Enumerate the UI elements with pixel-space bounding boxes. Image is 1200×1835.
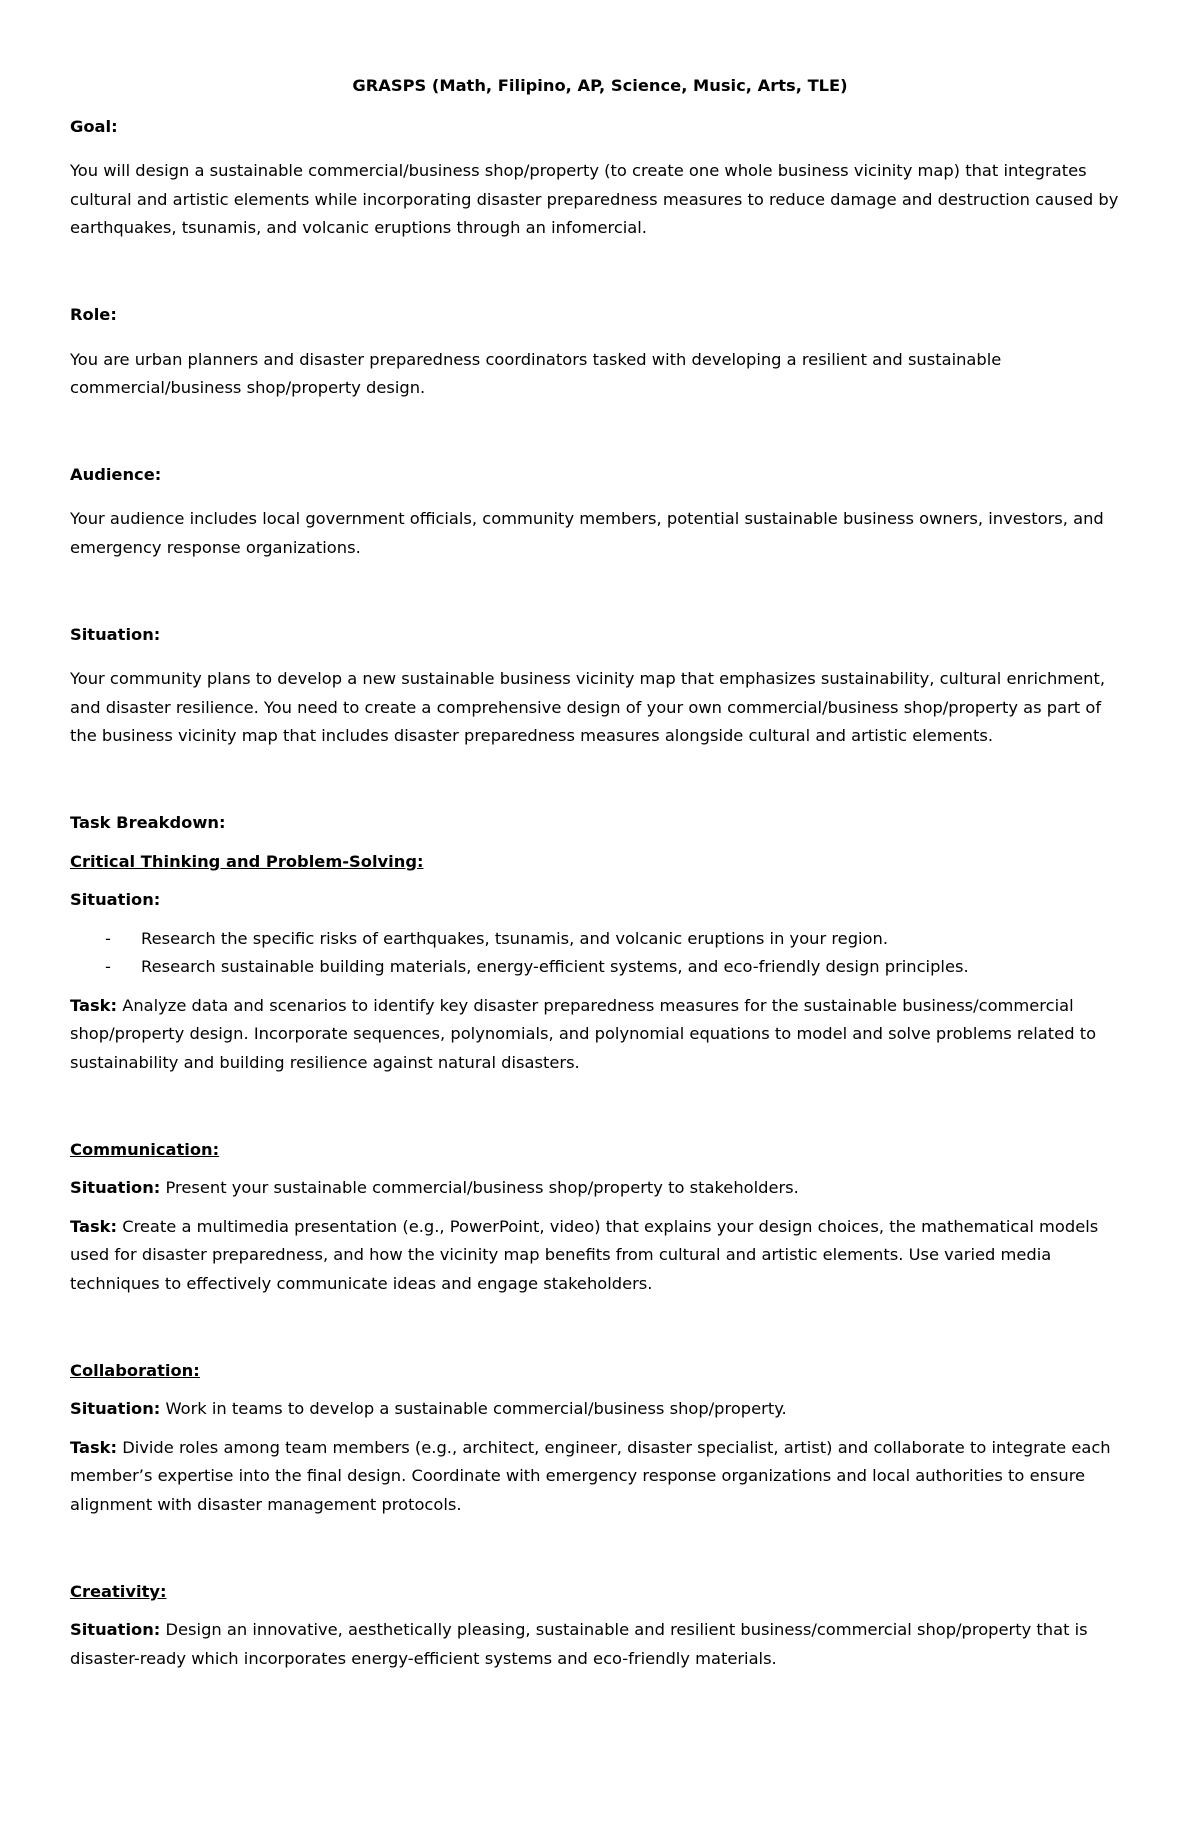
situation-label: Situation: [70, 1620, 161, 1640]
collaboration-situation [70, 1395, 1130, 1424]
list-item: - Research sustainable building materials, energy-efficient systems, and eco-friendly design principles. [70, 953, 1130, 982]
critical-thinking-bullets [70, 925, 1130, 982]
communication-situation [70, 1174, 1130, 1203]
audience-heading: Audience: [70, 464, 162, 484]
role-heading: Role: [70, 304, 117, 324]
creativity-heading: Creativity: [70, 1581, 167, 1601]
document-title: GRASPS (Math, Filipino, AP, Science, Music, Arts, TLE) [352, 76, 848, 95]
communication-heading: Communication: [70, 1139, 220, 1159]
situation-text: Design an innovative, aesthetically pleasing, sustainable and resilient business/commercial shop/property that is disaster-ready which incorporates energy-efficient systems and eco-friendly materials. [70, 1620, 1088, 1668]
goal-text: You will design a sustainable commercial/business shop/property (to create one whole business vicinity map) that integrates cultural and artistic elements while incorporating disaster preparedness measures to reduce damage and destruction caused by earthquakes, tsunamis, and volcanic eruptions through an infomercial. [70, 161, 1119, 238]
communication-task [70, 1213, 1130, 1299]
situation-text: Work in teams to develop a sustainable commercial/business shop/property. [160, 1399, 787, 1419]
situation-heading: Situation: [70, 624, 161, 644]
task-text: Create a multimedia presentation (e.g., PowerPoint, video) that explains your design choices, the mathematical models used for disaster preparedness, and how the vicinity map benefits from cultural and artistic elements. Use varied media techniques to effectively communicate ideas and engage stakeholders. [70, 1216, 1099, 1294]
situation-label: Situation: [70, 1178, 161, 1198]
task-text: Divide roles among team members (e.g., architect, engineer, disaster specialist, artist) and collaborate to integrate each member’s expertise into the final design. Coordinate with emergency response organizations and local authorities to ensure alignment with disaster management protocols. [70, 1437, 1111, 1514]
creativity-situation [70, 1616, 1130, 1673]
task-label: Task: [70, 1216, 118, 1236]
task-label: Task: [70, 995, 118, 1015]
list-item: - Research the specific risks of earthquakes, tsunamis, and volcanic eruptions in your region. [70, 925, 1130, 954]
situation-label: Situation: [70, 1399, 161, 1419]
task-label: Task: [70, 1437, 118, 1457]
situation-text: Your community plans to develop a new sustainable business vicinity map that emphasizes sustainability, cultural enrichment, and disaster resilience. You need to create a comprehensive design of your own commercial/business shop/property as part of the business vicinity map that includes disaster preparedness measures alongside cultural and artistic elements. [70, 669, 1106, 746]
task-breakdown-heading: Task Breakdown: [70, 812, 226, 832]
audience-text: Your audience includes local government officials, community members, potential sustainable business owners, investors, and emergency response organizations. [70, 509, 1104, 557]
critical-thinking-task [70, 992, 1130, 1078]
role-text: You are urban planners and disaster preparedness coordinators tasked with developing a resilient and sustainable commercial/business shop/property design. [70, 349, 1002, 398]
critical-thinking-situation-label: Situation: [70, 890, 161, 910]
goal-heading: Goal: [70, 116, 118, 136]
situation-text: Present your sustainable commercial/business shop/property to stakeholders. [160, 1178, 799, 1198]
collaboration-heading: Collaboration: [70, 1360, 200, 1380]
collaboration-task [70, 1434, 1130, 1520]
task-text: Analyze data and scenarios to identify key disaster preparedness measures for the sustainable business/commercial shop/property design. Incorporate sequences, polynomials, and polynomial equations to model and solve problems related to sustainability and building resilience against natural disasters. [70, 995, 1097, 1073]
critical-thinking-heading: Critical Thinking and Problem-Solving: [70, 851, 424, 871]
